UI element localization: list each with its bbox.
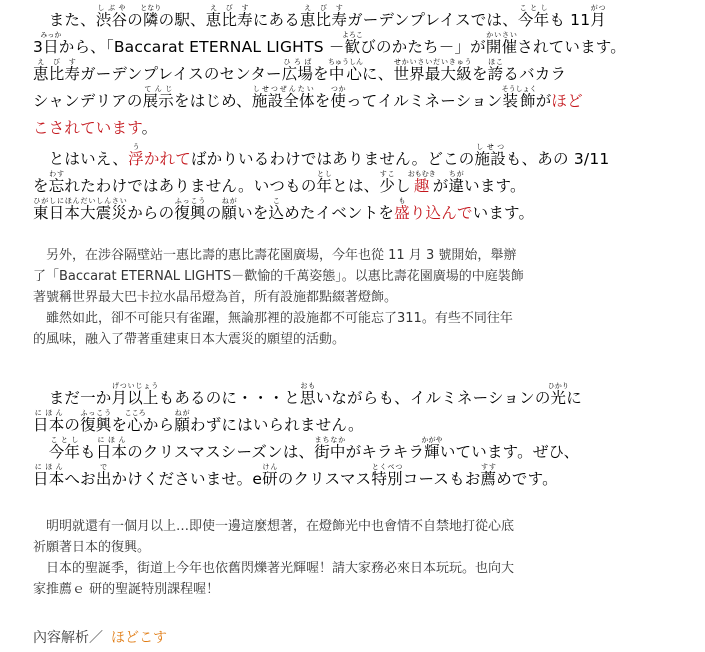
ruby-word: 歓よろこ — [341, 31, 363, 56]
ruby-word: 少すこ — [379, 170, 396, 195]
text: ガーデンプレイスのセンター — [80, 65, 282, 83]
ruby-word: 広場ひろば — [281, 58, 314, 83]
text: されています。 — [517, 38, 626, 56]
text — [33, 443, 49, 461]
highlighted-word: こされています — [33, 119, 142, 137]
ruby-word: 違ちが — [448, 170, 465, 195]
cn-line: 雖然如此，卻不可能只有雀躍，無論那裡的設施都不可能忘了311。有些不同往年 — [33, 311, 513, 326]
jp-line — [33, 141, 693, 168]
ruby-word: 出で — [95, 463, 112, 488]
text: わずにはいられません。 — [190, 416, 364, 434]
ruby-word: 開催かいさい — [485, 31, 518, 56]
text: います。 — [472, 204, 535, 222]
text: ガーデンプレイスでは、 — [347, 11, 518, 29]
cn-line: 了「Baccarat ETERNAL LIGHTS－歡愉的千萬姿態」。以惠比壽花園廣場的中庭裝飾 — [33, 269, 524, 284]
text: いを — [237, 204, 269, 222]
text: 3 — [33, 38, 44, 56]
ruby-word: 月がつ — [590, 4, 606, 29]
text: います。 — [464, 177, 526, 195]
jp-line — [33, 29, 693, 56]
text: ばかりいるわけではありません。どこの — [190, 150, 475, 168]
text: とは、 — [332, 177, 380, 195]
ruby-word: 復興ふっこう — [80, 409, 112, 434]
text: るバカラ — [503, 65, 567, 83]
cn-line: 家推薦ｅ 研的聖誕特別課程喔！ — [33, 582, 220, 597]
jp-line — [33, 168, 693, 195]
ruby-word: 復興ふっこう — [174, 197, 206, 222]
ruby-word: 施設しせつ — [474, 143, 506, 168]
jp-line — [33, 110, 693, 137]
text: も 11 — [549, 11, 591, 29]
text: も、あの 3/11 — [505, 150, 610, 168]
text: とはいえ、 — [33, 150, 129, 168]
text: の駅、 — [158, 11, 206, 29]
text: びのかたち－」が — [360, 38, 486, 56]
ruby-word: 展示てんじ — [142, 85, 174, 110]
text: まだ一か — [33, 389, 112, 407]
ruby-word: 使つか — [330, 85, 347, 110]
text: をはじめ、 — [174, 92, 252, 110]
text: を — [471, 65, 488, 83]
text: を — [111, 416, 128, 434]
text: れたわけではありません。いつもの — [64, 177, 317, 195]
ruby-word: 恵比寿えびす — [205, 4, 253, 29]
highlighted-word: かれて — [143, 150, 191, 168]
highlighted-word: り込んで — [409, 204, 473, 222]
jp-line — [33, 195, 693, 222]
ruby-word: 施設全体しせつぜんたい — [251, 85, 315, 110]
ruby-word: 月以上げついじょう — [111, 382, 159, 407]
ruby-word: 東日本大震災ひがしにほんだいしんさい — [33, 197, 128, 222]
text: を — [33, 177, 49, 195]
jp-line — [33, 56, 693, 83]
jp-line — [33, 380, 693, 407]
ruby-word: 日本にほん — [33, 409, 65, 434]
ruby-word: 願ねが — [221, 197, 238, 222]
ruby-word: 恵比寿えびす — [33, 58, 81, 83]
ruby-word: 薦すす — [480, 463, 497, 488]
ruby-word: 渋谷しぶや — [95, 4, 128, 29]
ruby-word: 願ねが — [174, 409, 191, 434]
content-analysis — [33, 627, 167, 647]
text: のクリスマス — [277, 470, 372, 488]
ruby-word: 街中まちなか — [314, 436, 346, 461]
ruby-word: 忘わす — [48, 170, 65, 195]
text: し — [395, 177, 411, 195]
cn-line: 的風味，融入了帶著重建東日本大震災的願望的活動。 — [33, 332, 346, 347]
ruby-word: 日本にほん — [95, 436, 128, 461]
ruby-word: 日本にほん — [33, 463, 65, 488]
jp-line — [33, 407, 693, 434]
text: から — [142, 416, 175, 434]
text: の — [205, 204, 222, 222]
highlighted-word: 浮う — [128, 143, 144, 168]
text: が — [535, 92, 552, 110]
highlighted-word: ほど — [551, 92, 583, 110]
text: めたイベントを — [284, 204, 395, 222]
text: の — [64, 416, 81, 434]
cn-line: 祈願著日本的復興。 — [33, 540, 151, 555]
text: も — [80, 443, 96, 461]
text: めです。 — [496, 470, 558, 488]
ruby-word: 輝かがや — [421, 436, 443, 461]
ruby-word: 隣となり — [140, 4, 162, 29]
ruby-word: 装飾そうしょく — [501, 85, 537, 110]
text: いています。ぜひ、 — [439, 443, 580, 461]
text: から、「Baccarat ETERNAL LIGHTS － — [58, 38, 345, 56]
text: また、 — [33, 11, 96, 29]
text: シャンデリアの — [33, 92, 143, 110]
ruby-word: 誇ほこ — [487, 58, 504, 83]
ruby-word: 込こ — [268, 197, 285, 222]
text: に — [566, 389, 582, 407]
ruby-word: 心こころ — [124, 409, 146, 434]
cn-paragraph-2 — [33, 516, 693, 600]
cn-line: 另外，在涉谷隔壁站一惠比壽的惠比壽花園廣場，今年也從 11 月 3 號開始，舉辦 — [33, 248, 517, 263]
text: へお — [64, 470, 96, 488]
text: いながらも、イルミネーションの — [315, 389, 551, 407]
text: 。 — [141, 119, 158, 137]
jp-line — [33, 83, 693, 110]
text: を — [314, 92, 331, 110]
ruby-word: 光ひかり — [547, 382, 569, 407]
ruby-word: 年とし — [316, 170, 333, 195]
highlighted-word: 盛も — [394, 197, 410, 222]
cn-line: 日本的聖誕季，街道上今年也依舊閃爍著光輝喔！請大家務必來日本玩玩。也向大 — [33, 561, 515, 576]
text: かけくださいませ。e — [111, 470, 263, 488]
text: からの — [127, 204, 175, 222]
cn-paragraph-1 — [33, 245, 693, 350]
jp-paragraph-2 — [33, 141, 693, 222]
text: ってイルミネーション — [346, 92, 503, 110]
text: に、 — [362, 65, 394, 83]
text: がキラキラ — [345, 443, 425, 461]
ruby-word: 今年ことし — [48, 436, 81, 461]
ruby-word: 思おも — [299, 382, 316, 407]
text: の — [127, 11, 143, 29]
ruby-word: 日みっか — [40, 31, 62, 56]
text: もあるのに・・・と — [158, 389, 300, 407]
ruby-word: 世界最大級せかいさいだいきゅう — [393, 58, 472, 83]
jp-line — [33, 434, 693, 461]
cn-line: 明明就還有一個月以上…即使一邊這麼想著，在燈飾光中也會情不自禁地打從心底 — [33, 519, 515, 534]
ruby-word: 特別とくべつ — [371, 463, 403, 488]
text: コースもお — [402, 470, 481, 488]
highlighted-word: 趣おもむき — [407, 170, 436, 195]
jp-paragraph-1 — [33, 2, 693, 137]
text: にある — [252, 11, 300, 29]
ruby-word: 今年ことし — [517, 4, 550, 29]
ruby-word: 恵比寿えびす — [299, 4, 348, 29]
content-analysis-value: ほどこす — [111, 630, 167, 646]
ruby-word: 中心ちゅうしん — [327, 58, 363, 83]
text: が — [432, 177, 449, 195]
jp-paragraph-3 — [33, 380, 693, 488]
cn-line: 著號稱世界最大巴卡拉水晶吊燈為首，所有設施都點綴著燈飾。 — [33, 290, 398, 305]
text: のクリスマスシーズンは、 — [127, 443, 315, 461]
jp-line — [33, 2, 693, 29]
content-analysis-label: 內容解析／ — [33, 630, 103, 646]
jp-line — [33, 461, 693, 488]
ruby-word: 研けん — [262, 463, 278, 488]
text: を — [313, 65, 329, 83]
